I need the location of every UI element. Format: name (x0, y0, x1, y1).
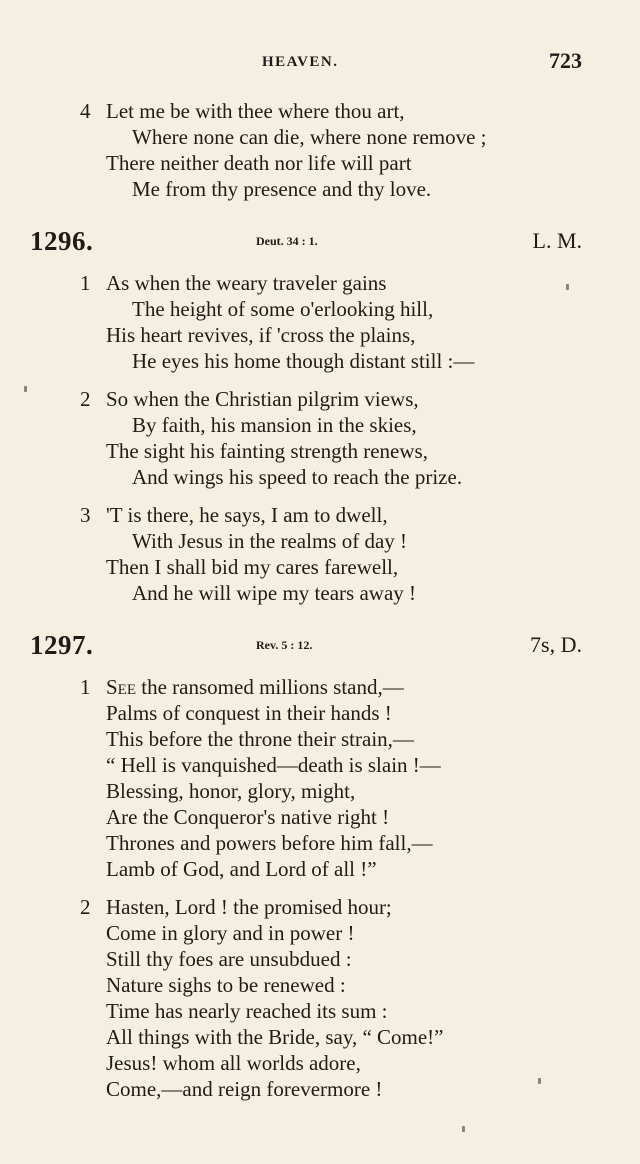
verse-line-first (80, 674, 640, 700)
verse-line: Nature sighs to be renewed : (106, 973, 346, 997)
page-content (0, 98, 640, 1114)
scripture-reference: Deut. 34 : 1. (256, 234, 318, 248)
verse-line: Time has nearly reached its sum : (106, 999, 388, 1023)
verse-line: There neither death nor life will part (106, 151, 412, 175)
verse-line: Let me be with thee where thou art, (106, 99, 405, 123)
verse-line: Palms of conquest in their hands ! (106, 701, 392, 725)
stanza-number: 3 (80, 503, 91, 527)
running-head (0, 48, 640, 76)
verse-line: Jesus! whom all worlds adore, (106, 1051, 361, 1075)
verse-line: All things with the Bride, say, “ Come!” (106, 1025, 444, 1049)
stanza-number: 1 (80, 675, 91, 699)
stanza-1296-1 (80, 270, 640, 374)
verse-line: Still thy foes are unsubdued : (106, 947, 352, 971)
print-speck (24, 386, 27, 392)
hymn-meter: 7s, D. (530, 632, 582, 657)
verse-line: And wings his speed to reach the prize. (132, 465, 463, 489)
verse-line: Come,—and reign forevermore ! (106, 1077, 383, 1101)
verse-line: The sight his fainting strength renews, (106, 439, 428, 463)
verse-line: Blessing, honor, glory, might, (106, 779, 356, 803)
print-speck (462, 1126, 465, 1132)
verse-line: So when the Christian pilgrim views, (106, 387, 419, 411)
running-title: HEAVEN. (262, 54, 339, 70)
verse-line: Where none can die, where none remove ; (132, 125, 487, 149)
verse-line: “ Hell is vanquished—death is slain !— (106, 753, 441, 777)
verse-line: Come in glory and in power ! (106, 921, 355, 945)
page-number: 723 (549, 48, 582, 73)
stanza-number: 2 (80, 895, 91, 919)
stanza-1297-2 (80, 894, 640, 1102)
hymn-header-1296 (30, 226, 582, 260)
hymn-number: 1296. (30, 226, 94, 256)
verse-line: 'T is there, he says, I am to dwell, (106, 503, 388, 527)
verse-line: As when the weary traveler gains (106, 271, 387, 295)
stanza-1297-1 (80, 674, 640, 882)
verse-line: Then I shall bid my cares farewell, (106, 555, 399, 579)
stanza-number: 2 (80, 387, 91, 411)
hymn-header-1297 (30, 630, 582, 664)
verse-line: Lamb of God, and Lord of all !” (106, 857, 377, 881)
print-speck (538, 1078, 541, 1084)
hymn-number: 1297. (30, 630, 94, 660)
initial-small-caps-word: See (106, 675, 137, 699)
intro-stanza (80, 98, 640, 202)
hymn-meter: L. M. (532, 228, 582, 253)
verse-line: Hasten, Lord ! the promised hour; (106, 895, 392, 919)
stanza-1296-3 (80, 502, 640, 606)
verse-line: And he will wipe my tears away ! (132, 581, 417, 605)
verse-line: This before the throne their strain,— (106, 727, 414, 751)
stanza-1296-2 (80, 386, 640, 490)
stanza-number: 1 (80, 271, 91, 295)
print-speck (566, 284, 569, 290)
verse-line: Thrones and powers before him fall,— (106, 831, 433, 855)
verse-line: His heart revives, if 'cross the plains, (106, 323, 416, 347)
verse-line: With Jesus in the realms of day ! (132, 529, 408, 553)
first-line-rest: the ransomed millions stand,— (136, 675, 404, 699)
scripture-reference: Rev. 5 : 12. (256, 638, 313, 652)
verse-line: Me from thy presence and thy love. (132, 177, 432, 201)
verse-line: He eyes his home though distant still :— (132, 349, 475, 373)
stanza-number: 4 (80, 99, 91, 123)
verse-line: The height of some o'erlooking hill, (132, 297, 434, 321)
verse-line: Are the Conqueror's native right ! (106, 805, 390, 829)
verse-line: By faith, his mansion in the skies, (132, 413, 417, 437)
